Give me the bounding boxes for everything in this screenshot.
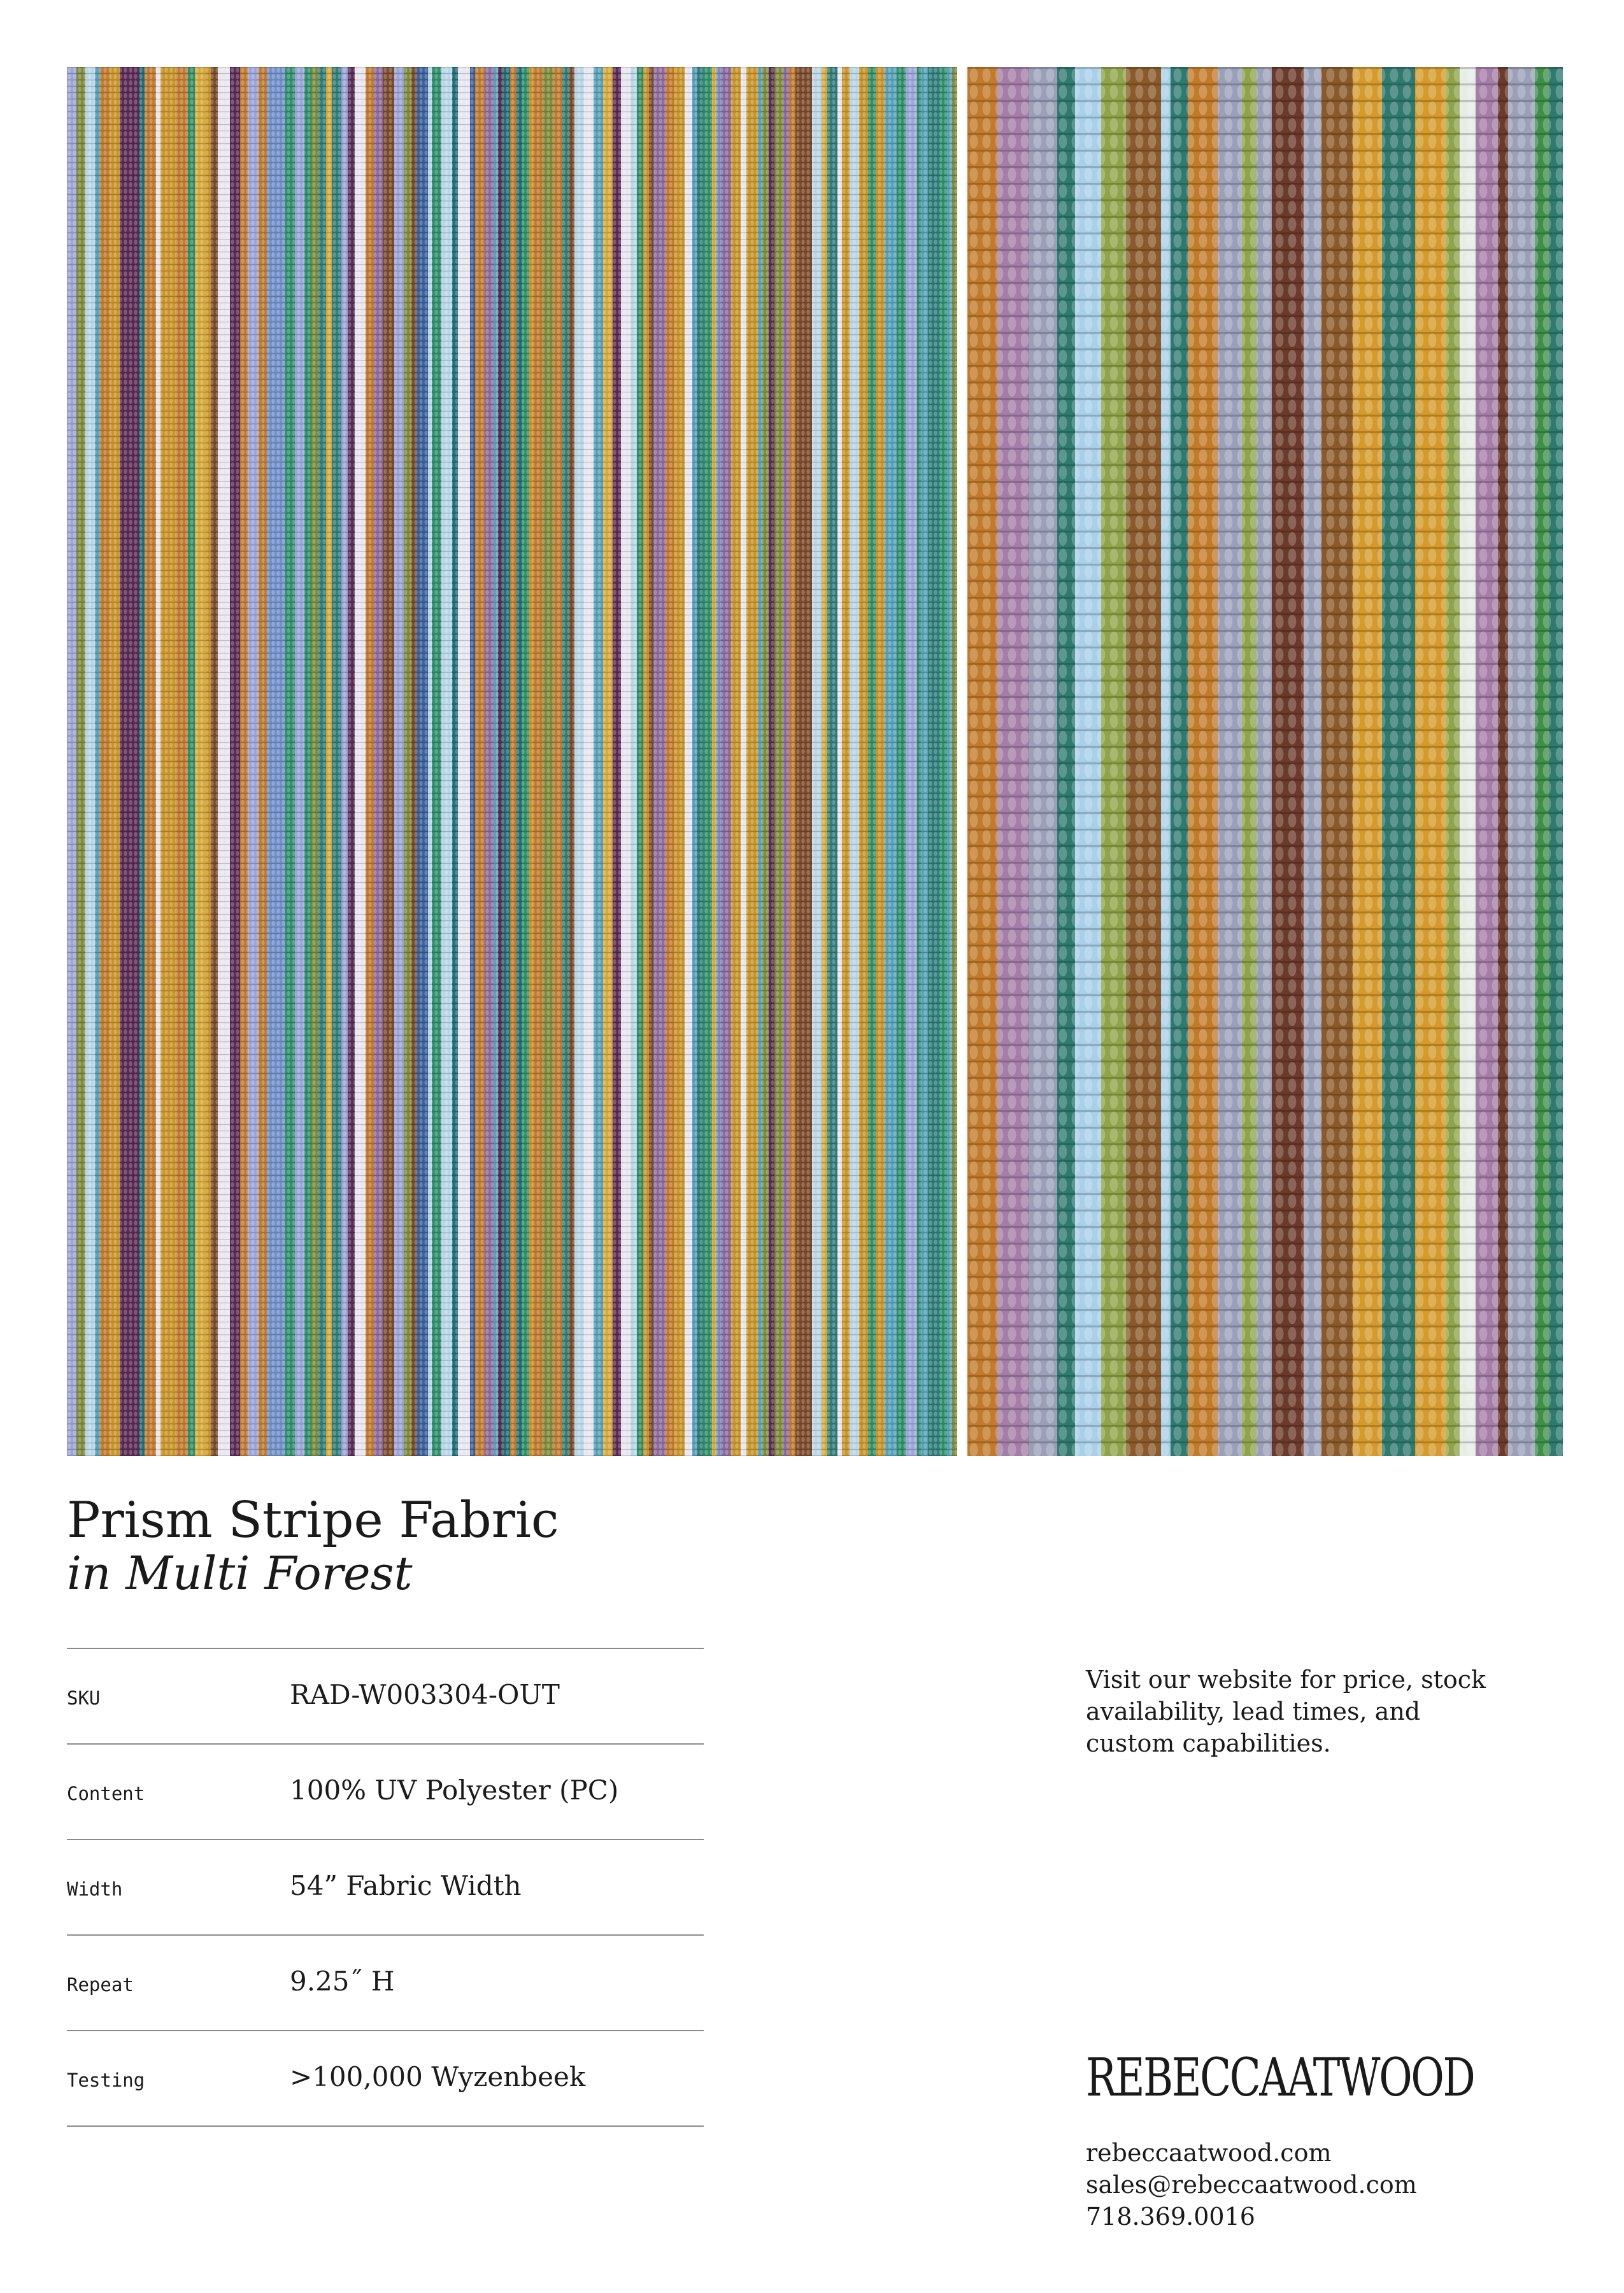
spec-value: >100,000 Wyzenbeek — [290, 2061, 586, 2092]
fabric-swatch-detail-image — [967, 67, 1563, 1456]
spec-row-repeat — [67, 1936, 704, 2031]
spec-row-sku — [67, 1649, 704, 1745]
email-link[interactable]: sales@rebeccaatwood.com — [1086, 2171, 1417, 2199]
spec-table — [67, 1648, 704, 2127]
website-visit-note: Visit our website for price, stock availability, lead times, and custom capabilities. — [1086, 1666, 1486, 1757]
spec-label: Repeat — [67, 1974, 134, 1996]
spec-label: Width — [67, 1878, 123, 1900]
spec-label: Content — [67, 1783, 145, 1804]
spec-value: 100% UV Polyester (PC) — [290, 1775, 619, 1806]
spec-label: SKU — [67, 1687, 101, 1709]
phone-number: 718.369.0016 — [1086, 2203, 1255, 2231]
spec-value: RAD-W003304-OUT — [290, 1679, 560, 1710]
brand-logo: REBECCAATWOOD — [1086, 2048, 1474, 2108]
product-colorway: in Multi Forest — [67, 1546, 413, 1600]
product-name: Prism Stripe Fabric — [67, 1492, 559, 1549]
contact-block — [1086, 2137, 1417, 2232]
product-title-block — [67, 1494, 559, 1599]
spec-row-testing — [67, 2031, 704, 2127]
spec-row-width — [67, 1840, 704, 1936]
spec-value: 9.25˝ H — [290, 1966, 395, 1997]
spec-row-content — [67, 1745, 704, 1840]
spec-value: 54” Fabric Width — [290, 1870, 522, 1901]
fabric-swatch-full-image — [67, 67, 957, 1456]
spec-label: Testing — [67, 2069, 145, 2091]
website-link[interactable]: rebeccaatwood.com — [1086, 2139, 1332, 2167]
